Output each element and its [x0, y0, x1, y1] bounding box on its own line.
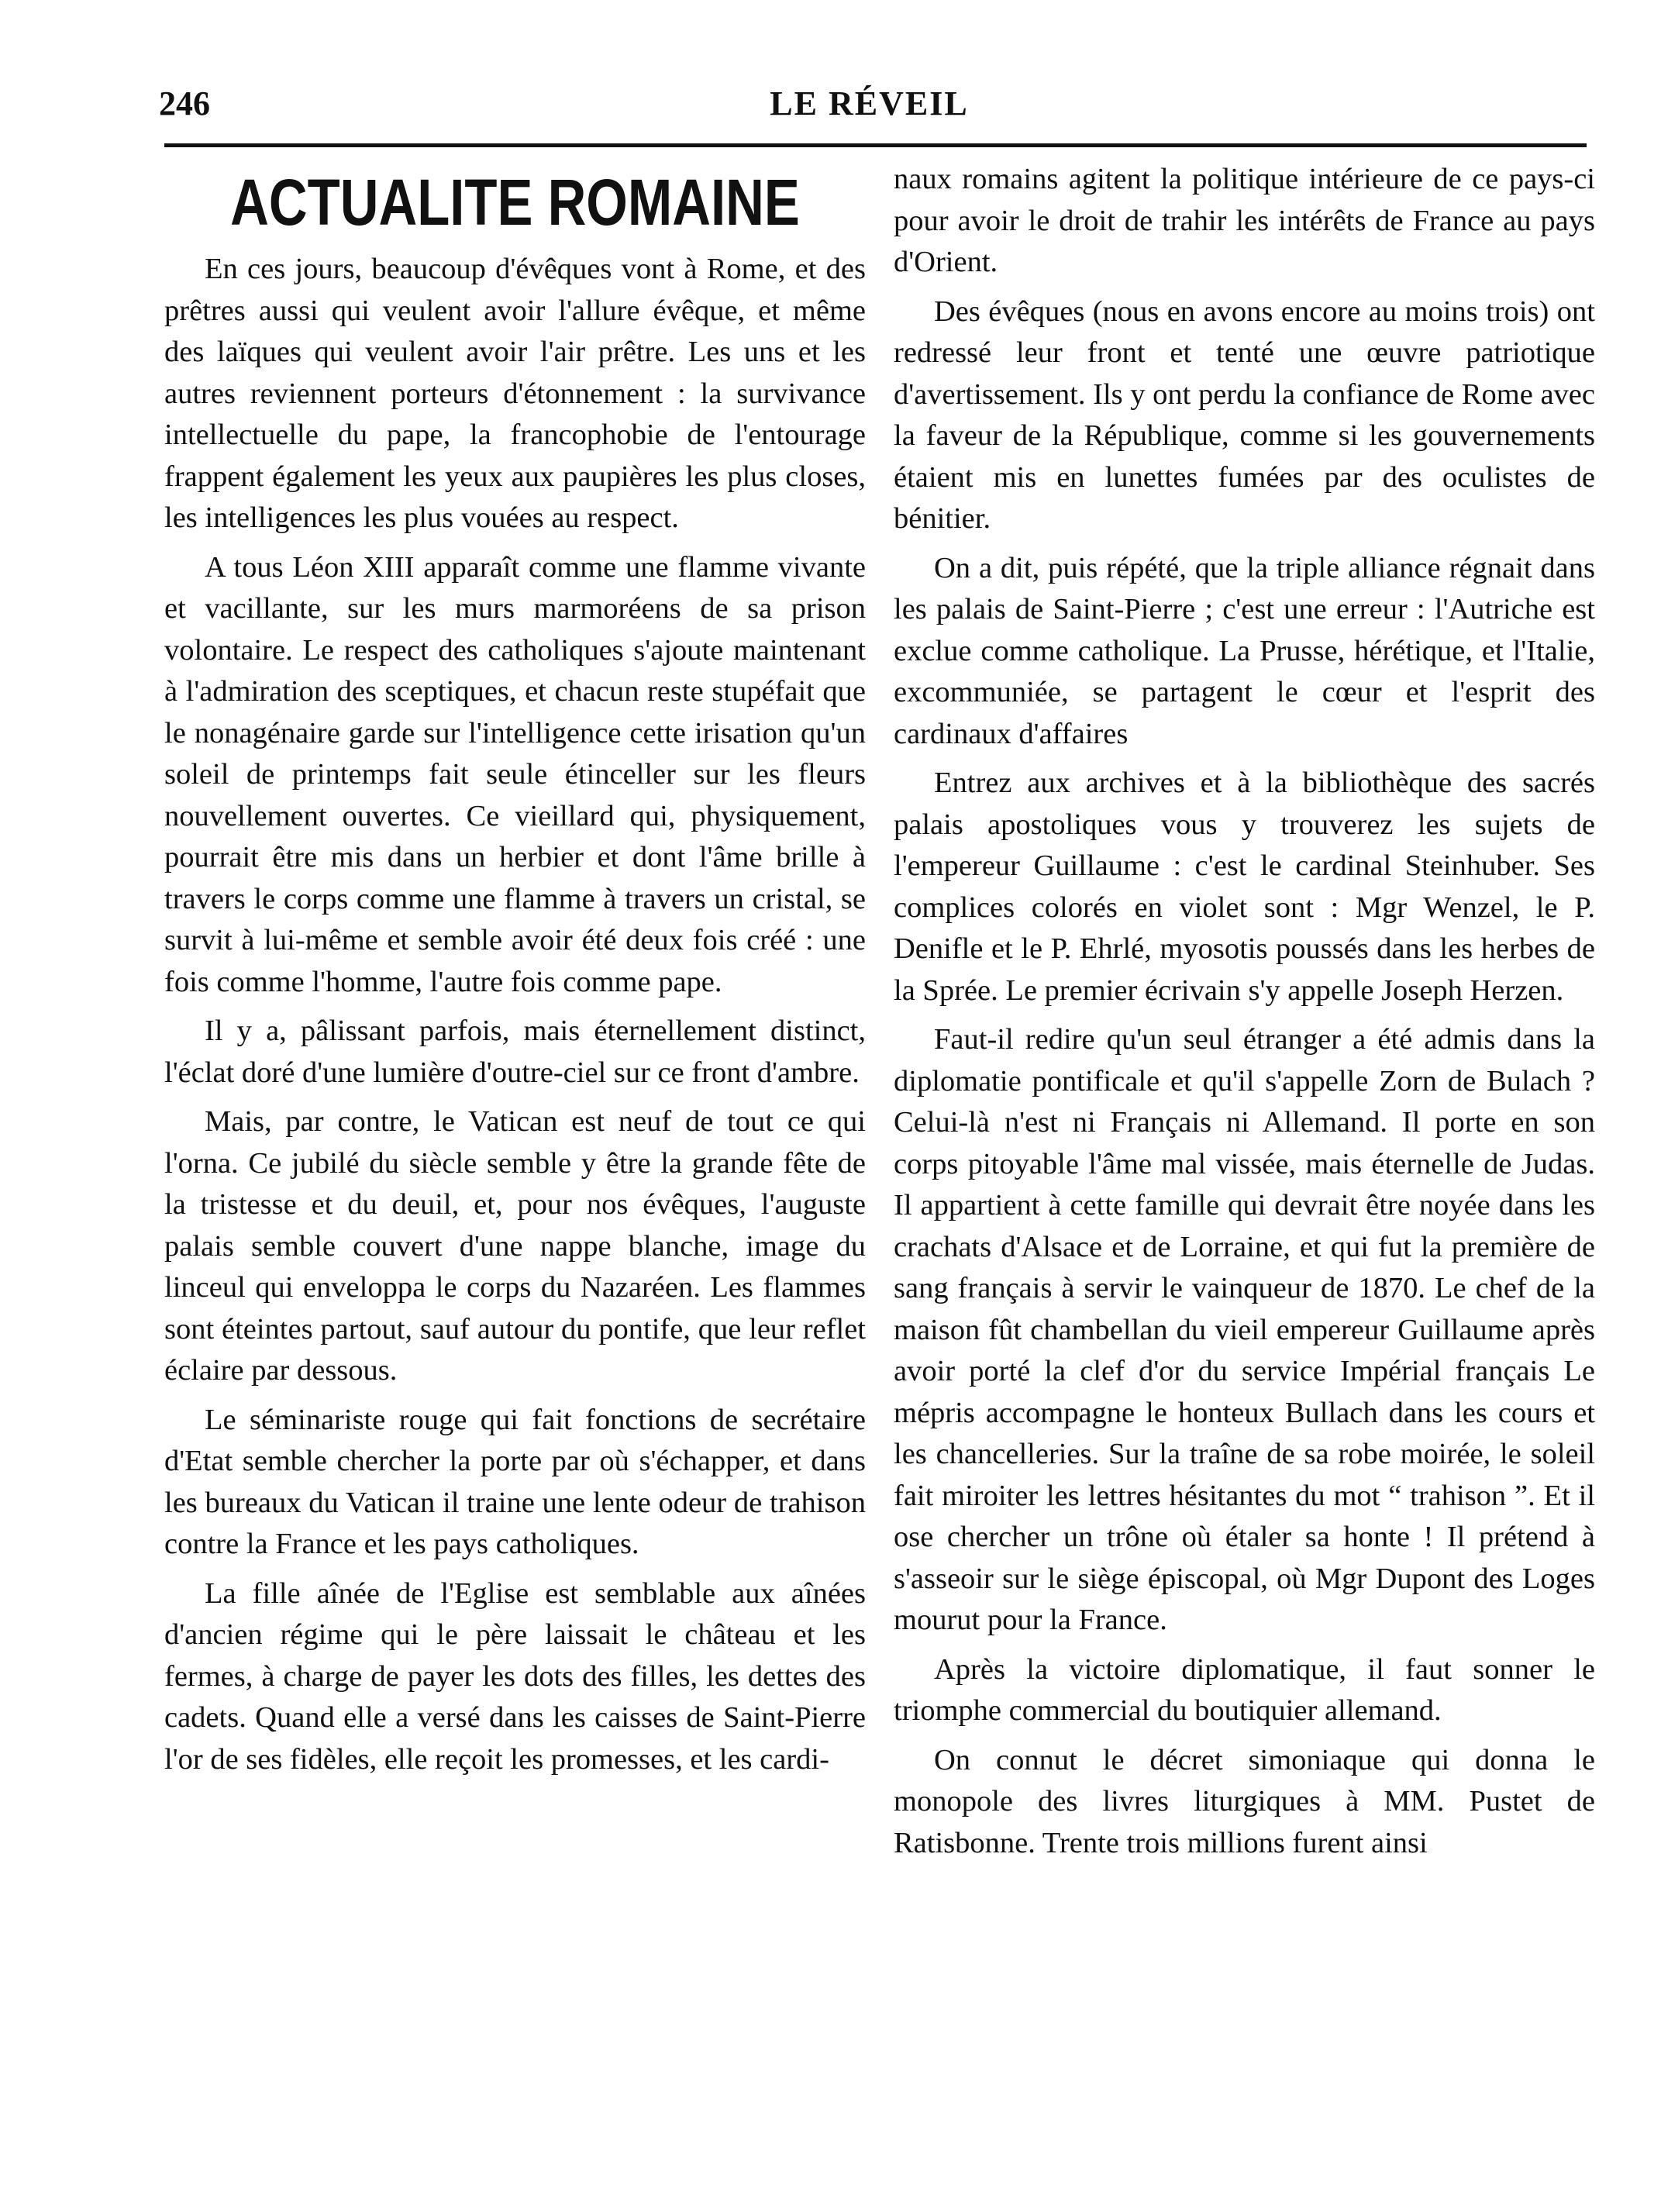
- paragraph: Après la victoire diplomatique, il faut sonner le triomphe commercial du boutiquier allemand.: [894, 1652, 1595, 1727]
- paragraph: La fille aînée de l'Eglise est semblable aux aînées d'ancien régime qui le père laissait le château et les fermes, à charge de payer les dots des filles, les dettes des cadets. Quand elle a versé dans les caisses de Saint-Pierre l'or de ses fidèles, elle reçoit les promesses, et les cardi-: [164, 1576, 866, 1776]
- paragraph: Il y a, pâlissant parfois, mais éternellement distinct, l'éclat doré d'une lumière d'outre-ciel sur ce front d'ambre.: [164, 1015, 866, 1089]
- paragraph: On connut le décret simoniaque qui donna le monopole des livres liturgiques à MM. Pustet de Ratisbonne. Trente trois millions furent ainsi: [894, 1743, 1595, 1859]
- running-head: [159, 84, 1580, 124]
- paragraph: A tous Léon XIII apparaît comme une flamme vivante et vacillante, sur les murs marmoréens de sa prison volontaire. Le respect des catholiques s'ajoute maintenant à l'admiration des sceptiques, et chacun reste stupéfait que le nonagénaire garde sur l'intelligence cette irisation qu'un soleil de printemps fait seule étinceller sur les fleurs nouvellement ouvertes. Ce vieillard qui, physiquement, pourrait être mis dans un herbier et dont l'âme brille à travers le corps comme une flamme à travers un cristal, se survit à lui-même et semble avoir été deux fois créé : une fois comme l'homme, l'autre fois comme pape.: [164, 550, 866, 998]
- header-rule: [164, 143, 1587, 147]
- paragraph: Entrez aux archives et à la bibliothèque des sacrés palais apostoliques vous y trouverez les sujets de l'empereur Guillaume : c'est le cardinal Steinhuber. Ses complices colorés en violet sont : Mgr Wenzel, le P. Denifle et le P. Ehrlé, myosotis poussés dans les herbes de la Sprée. Le premier écrivain s'y appelle Joseph Herzen.: [894, 767, 1595, 1007]
- paragraph: Mais, par contre, le Vatican est neuf de tout ce qui l'orna. Ce jubilé du siècle semble y être la grande fête de la tristesse et du deuil, et, pour nos évêques, l'auguste palais semble couvert d'une nappe blanche, image du linceul qui enveloppa le corps du Nazaréen. Les flammes sont éteintes partout, sauf autour du pontife, que leur reflet éclaire par dessous.: [164, 1105, 866, 1387]
- left-column: [164, 159, 866, 1788]
- journal-title: LE RÉVEIL: [770, 84, 969, 122]
- paragraph: Faut-il redire qu'un seul étranger a été admis dans la diplomatie pontificale et qu'il s'appelle Zorn de Bulach ? Celui-là n'est ni Français ni Allemand. Il porte en son corps pitoyable l'âme mal vissée, mais éternelle de Judas. Il appartient à cette famille qui devrait être noyée dans les crachats d'Alsace et de Lorraine, et qui fut la première de sang français à servir le vainqueur de 1870. Le chef de la maison fût chambellan du vieil empereur Guillaume après avoir porté la clef d'or du service Impérial français Le mépris accompagne le honteux Bullach dans les cours et les chancelleries. Sur la traîne de sa robe moirée, le soleil fait miroiter les lettres hésitantes du mot “ trahison ”. Et il ose chercher un trône où étaler sa honte ! Il prétend à s'asseoir sur le siège épiscopal, où Mgr Dupont des Loges mourut pour la France.: [894, 1023, 1595, 1636]
- page-number: 246: [159, 84, 210, 122]
- article-title: ACTUALITE ROMAINE: [230, 166, 800, 239]
- paragraph: On a dit, puis répété, que la triple alliance régnait dans les palais de Saint-Pierre ; c'est une erreur : l'Autriche est exclue comme catholique. La Prusse, hérétique, et l'Italie, excommuniée, se partagent le cœur et l'esprit des cardinaux d'affaires: [894, 551, 1595, 750]
- right-column: [894, 159, 1595, 1872]
- paragraph: Des évêques (nous en avons encore au moins trois) ont redressé leur front et tenté une œuvre patriotique d'avertissement. Ils y ont perdu la confiance de Rome avec la faveur de la République, comme si les gouvernements étaient mis en lunettes fumées par des oculistes de bénitier.: [894, 295, 1595, 535]
- paragraph: En ces jours, beaucoup d'évêques vont à Rome, et des prêtres aussi qui veulent avoir l'allure évêque, et même des laïques qui veulent avoir l'air prêtre. Les uns et les autres reviennent porteurs d'étonnement : la survivance intellectuelle du pape, la francophobie de l'entourage frappent également les yeux aux paupières les plus closes, les intelligences les plus vouées au respect.: [164, 253, 866, 534]
- paragraph-continued: naux romains agitent la politique intérieure de ce pays-ci pour avoir le droit de trahir les intérêts de France au pays d'Orient.: [894, 163, 1595, 278]
- paragraph: Le séminariste rouge qui fait fonctions de secrétaire d'Etat semble chercher la porte par où s'échapper, et dans les bureaux du Vatican il traine une lente odeur de trahison contre la France et les pays catholiques.: [164, 1403, 866, 1560]
